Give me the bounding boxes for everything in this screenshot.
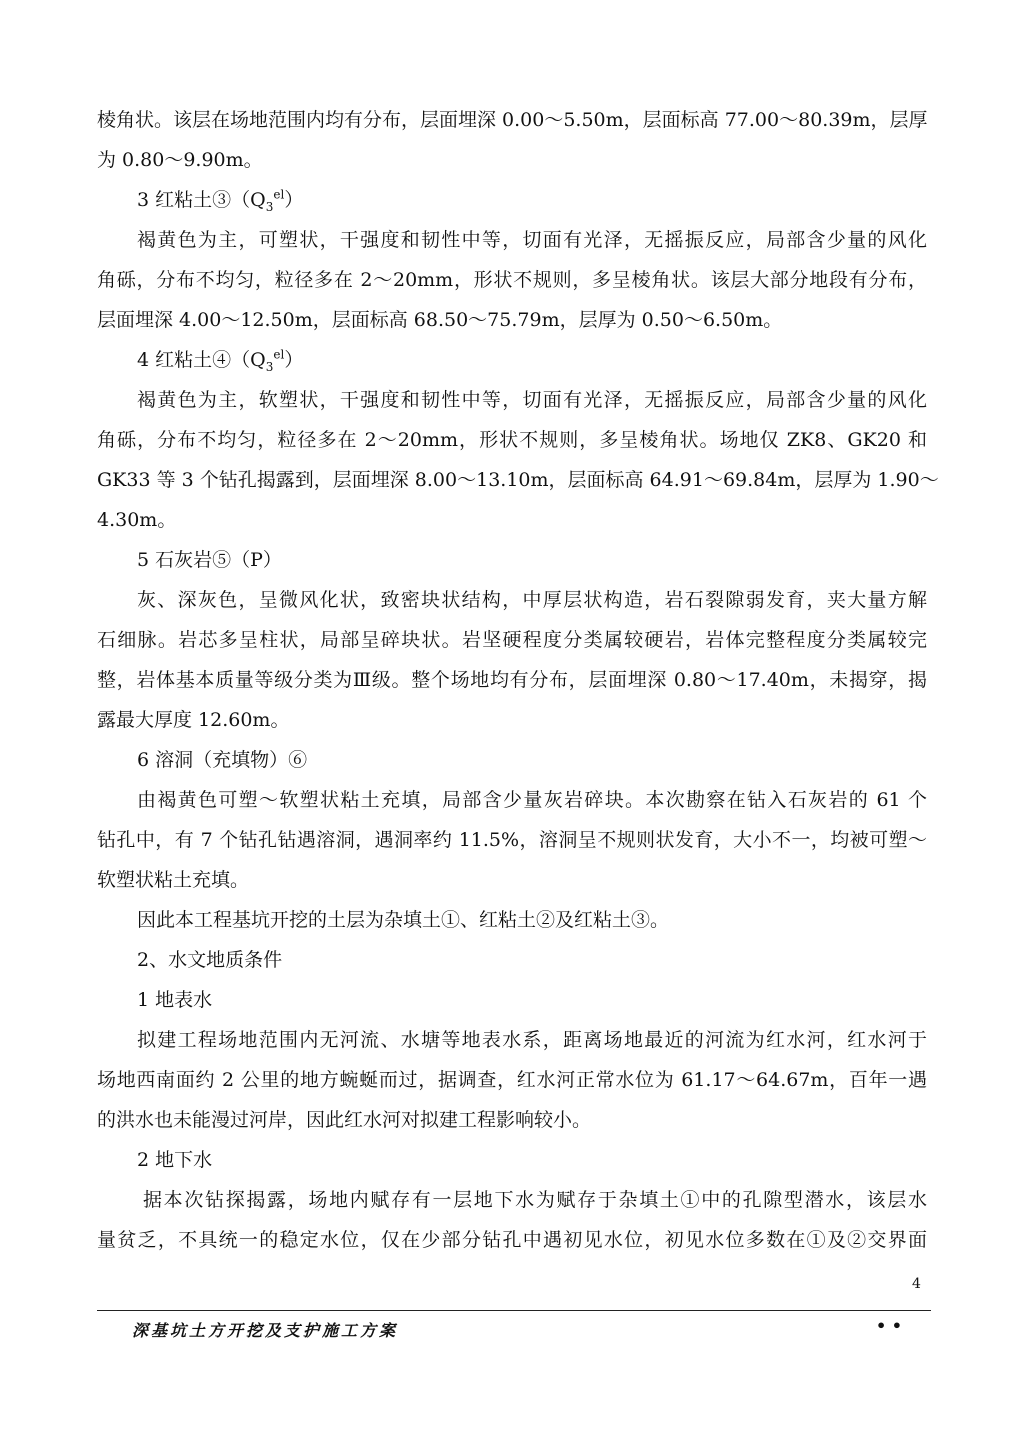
- paragraph-line: 量贫乏，不具统一的稳定水位，仅在少部分钻孔中遇初见水位，初见水位多数在①及②交界面: [97, 1229, 927, 1251]
- paragraph-line: 角砾，分布不均匀，粒径多在 2～20mm，形状不规则，多呈棱角状。该层大部分地段有分布，: [97, 269, 927, 291]
- paragraph-line: 层面埋深 4.00～12.50m，层面标高 68.50～75.79m，层厚为 0.50～6.50m。: [97, 309, 783, 331]
- paragraph-line: 软塑状粘土充填。: [97, 869, 250, 891]
- paragraph-line: 为 0.80～9.90m。: [97, 149, 263, 171]
- paragraph-line: 整，岩体基本质量等级分类为Ⅲ级。整个场地均有分布，层面埋深 0.80～17.40m，未揭穿，揭: [97, 669, 927, 691]
- section-heading-hydrogeology: 2、水文地质条件: [137, 949, 283, 971]
- footer-title: 深基坑土方开挖及支护施工方案: [132, 1321, 399, 1340]
- document-body: [97, 100, 939, 1260]
- heading-text: 4 红粘土④（Q: [137, 349, 266, 371]
- section-heading-3: [97, 180, 927, 220]
- section-heading-6: 6 溶洞（充填物）⑥: [137, 749, 308, 771]
- paragraph-line: 褐黄色为主，软塑状，干强度和韧性中等，切面有光泽，无摇振反应，局部含少量的风化: [137, 389, 927, 411]
- subsection-heading-groundwater: 2 地下水: [137, 1149, 213, 1171]
- paragraph-line: 棱角状。该层在场地范围内均有分布，层面埋深 0.00～5.50m，层面标高 77.00～80.39m，层厚: [97, 109, 928, 131]
- paragraph-line: 的洪水也未能漫过河岸，因此红水河对拟建工程影响较小。: [97, 1109, 592, 1131]
- section-heading-5: 5 石灰岩⑤（P）: [137, 549, 282, 571]
- paragraph-line: 钻孔中，有 7 个钻孔钻遇溶洞，遇洞率约 11.5%，溶洞呈不规则状发育，大小不一，均被可塑～: [97, 829, 927, 851]
- paragraph-line: 石细脉。岩芯多呈柱状，局部呈碎块状。岩坚硬程度分类属较硬岩，岩体完整程度分类属较完: [97, 629, 927, 651]
- footer-divider: [97, 1310, 931, 1311]
- paragraph-line: 4.30m。: [97, 509, 177, 531]
- paragraph-line: 场地西南面约 2 公里的地方蜿蜒而过，据调查，红水河正常水位为 61.17～64.67m，百年一遇: [97, 1069, 927, 1091]
- heading-superscript: el: [273, 187, 285, 202]
- heading-subscript: 3: [265, 199, 274, 214]
- heading-text-end: ）: [284, 349, 304, 371]
- paragraph-line: GK33 等 3 个钻孔揭露到，层面埋深 8.00～13.10m，层面标高 64.91～69.84m，层厚为 1.90～: [97, 469, 939, 491]
- subsection-heading-surface-water: 1 地表水: [137, 989, 213, 1011]
- heading-subscript: 3: [265, 359, 274, 374]
- section-heading-4: [97, 340, 927, 380]
- paragraph-line: 露最大厚度 12.60m。: [97, 709, 290, 731]
- heading-superscript: el: [273, 347, 285, 362]
- paragraph-line: 灰、深灰色，呈微风化状，致密块状结构，中厚层状构造，岩石裂隙弱发育，夹大量方解: [137, 589, 927, 611]
- heading-text-end: ）: [284, 189, 304, 211]
- footer-dots: • •: [876, 1316, 903, 1335]
- paragraph-line: 拟建工程场地范围内无河流、水塘等地表水系，距离场地最近的河流为红水河，红水河于: [137, 1029, 927, 1051]
- paragraph-line: 角砾，分布不均匀，粒径多在 2～20mm，形状不规则，多呈棱角状。场地仅 ZK8、GK20 和: [97, 429, 927, 451]
- heading-text: 3 红粘土③（Q: [137, 189, 266, 211]
- paragraph-line: 因此本工程基坑开挖的土层为杂填土①、红粘土②及红粘土③。: [137, 909, 670, 931]
- paragraph-line: 由褐黄色可塑～软塑状粘土充填，局部含少量灰岩碎块。本次勘察在钻入石灰岩的 61 个: [137, 789, 927, 811]
- page-number: 4: [912, 1276, 921, 1292]
- paragraph-line: 据本次钻探揭露，场地内赋存有一层地下水为赋存于杂填土①中的孔隙型潜水，该层水: [143, 1189, 927, 1211]
- paragraph-line: 褐黄色为主，可塑状，干强度和韧性中等，切面有光泽，无摇振反应，局部含少量的风化: [137, 229, 927, 251]
